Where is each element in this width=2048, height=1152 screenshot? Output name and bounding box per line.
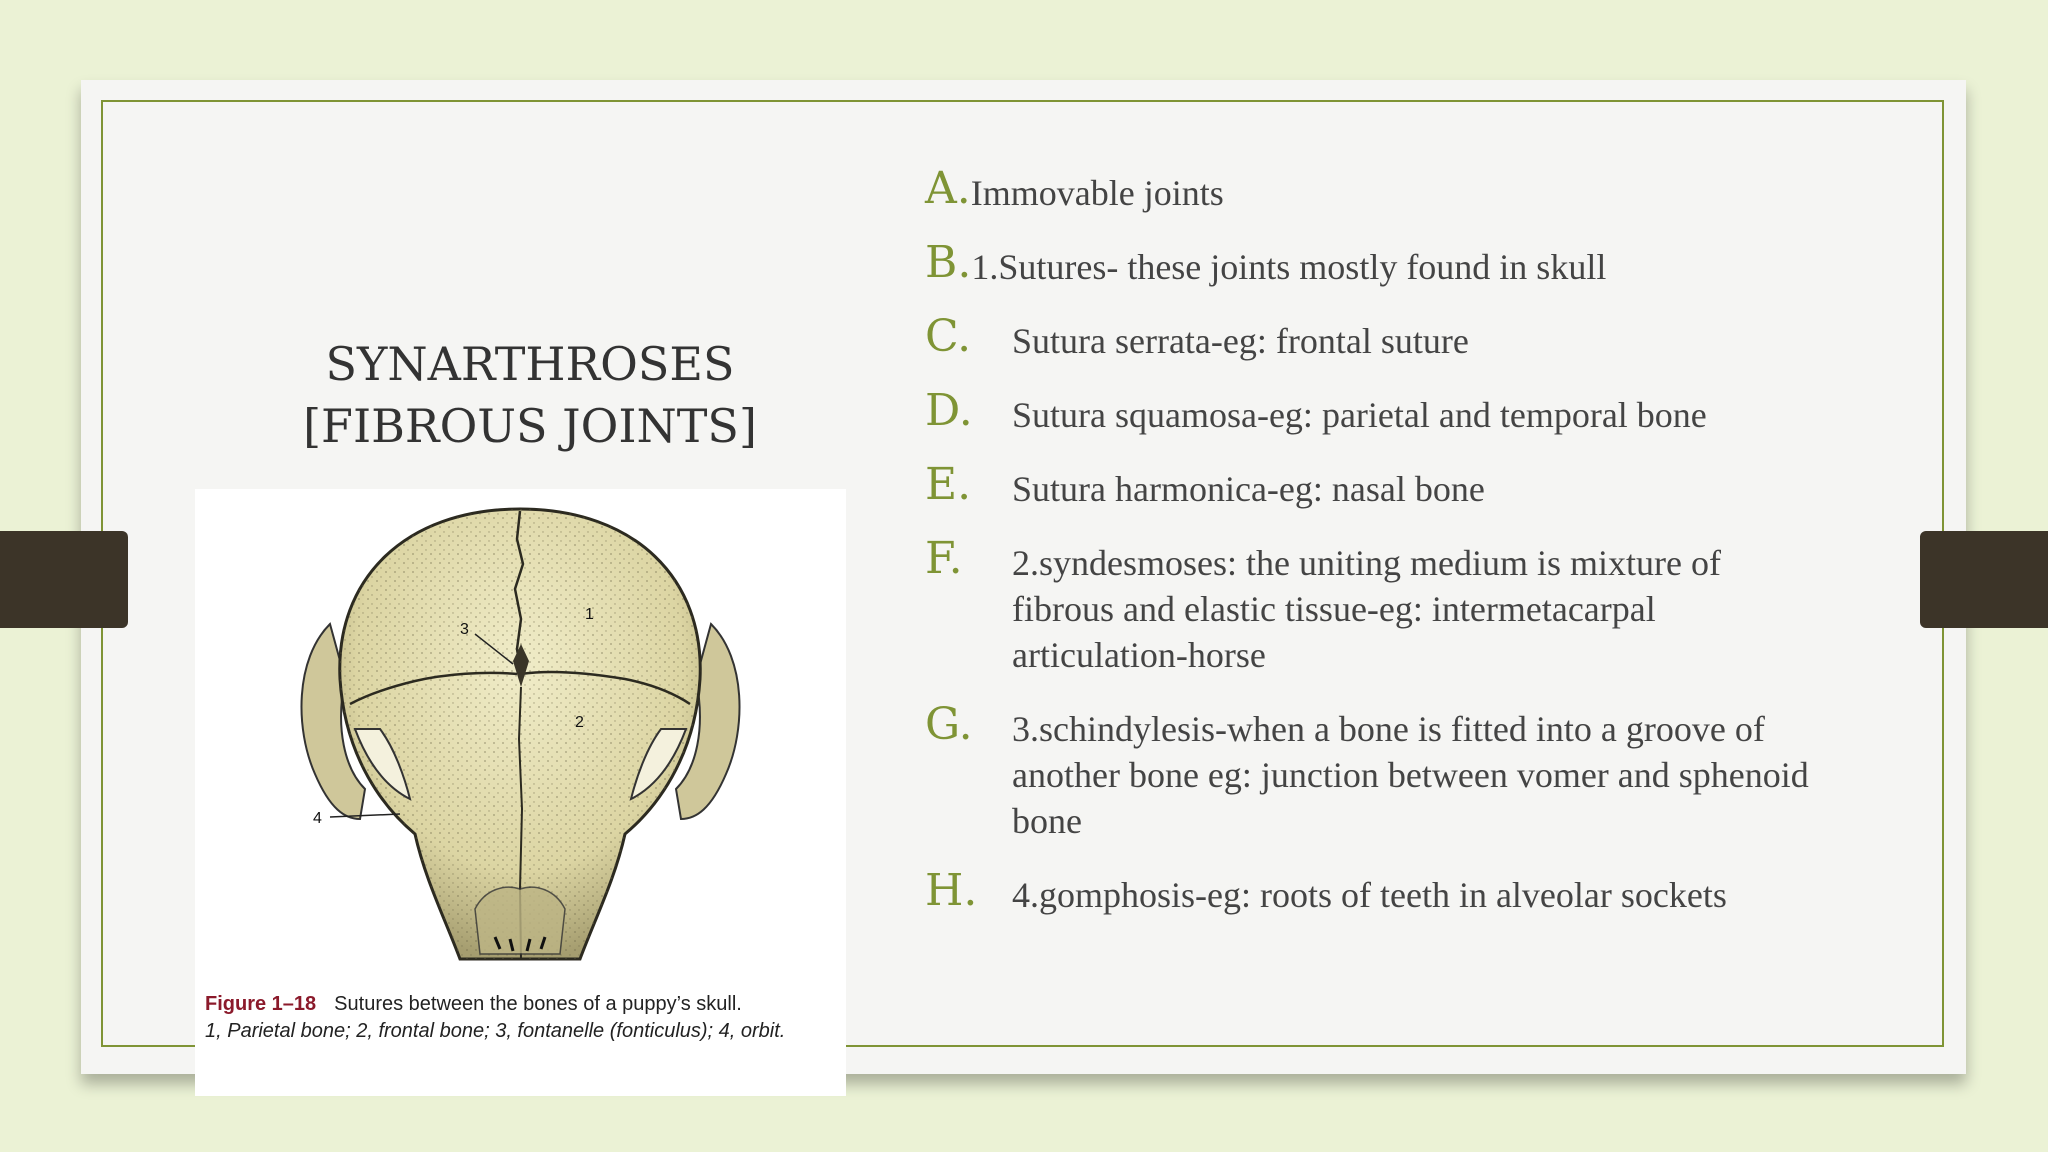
list-item-text: 4.gomphosis-eg: roots of teeth in alveolar sockets xyxy=(1012,875,1727,915)
list-marker: C. xyxy=(925,311,972,362)
title-line-2: [FIBROUS JOINTS] xyxy=(303,399,757,453)
right-decorative-tab xyxy=(1920,531,2048,628)
list-item-text: 1.Sutures- these joints mostly found in skull xyxy=(971,247,1607,287)
list-item-text: Immovable joints xyxy=(970,173,1224,213)
list-item xyxy=(925,699,1825,844)
label-4: 4 xyxy=(313,810,322,827)
list-item xyxy=(925,237,1825,290)
list-marker: D. xyxy=(925,385,973,436)
slide-title xyxy=(240,333,820,457)
list-item xyxy=(925,533,1825,678)
list-marker: E. xyxy=(925,459,972,510)
caption-label: Figure 1–18 xyxy=(205,993,317,1015)
skull-figure xyxy=(195,489,846,1096)
figure-caption xyxy=(205,991,835,1045)
nasal-region xyxy=(475,887,565,954)
list-item-text: 3.schindylesis-when a bone is fitted into a groove of another bone eg: junction between vomer and sphenoid bone xyxy=(1012,709,1809,841)
list-marker: F. xyxy=(925,533,963,584)
joint-types-list xyxy=(925,163,1825,942)
label-1: 1 xyxy=(585,606,594,623)
list-marker: G. xyxy=(925,699,973,750)
left-decorative-tab xyxy=(0,531,128,628)
caption-legend: 1, Parietal bone; 2, frontal bone; 3, fontanelle (fonticulus); 4, orbit. xyxy=(205,1020,786,1042)
list-marker: A. xyxy=(925,163,971,214)
list-marker: B. xyxy=(925,237,972,288)
list-item-text: Sutura harmonica-eg: nasal bone xyxy=(1012,469,1485,509)
label-4-leader xyxy=(330,814,400,817)
list-item xyxy=(925,459,1825,512)
title-line-1: SYNARTHROSES xyxy=(325,337,735,391)
puppy-skull-illustration xyxy=(195,489,846,989)
list-item-text: Sutura serrata-eg: frontal suture xyxy=(1012,321,1469,361)
list-item-text: Sutura squamosa-eg: parietal and temporal bone xyxy=(1012,395,1707,435)
list-item xyxy=(925,385,1825,438)
caption-text: Sutures between the bones of a puppy’s skull. xyxy=(334,993,742,1015)
list-item-text: 2.syndesmoses: the uniting medium is mixture of fibrous and elastic tissue-eg: intermetacarpal articulation-horse xyxy=(1012,543,1721,675)
label-3: 3 xyxy=(460,621,469,638)
list-item xyxy=(925,311,1825,364)
list-marker: H. xyxy=(925,865,978,916)
list-item xyxy=(925,865,1825,918)
list-item xyxy=(925,163,1825,216)
label-2: 2 xyxy=(575,714,584,731)
